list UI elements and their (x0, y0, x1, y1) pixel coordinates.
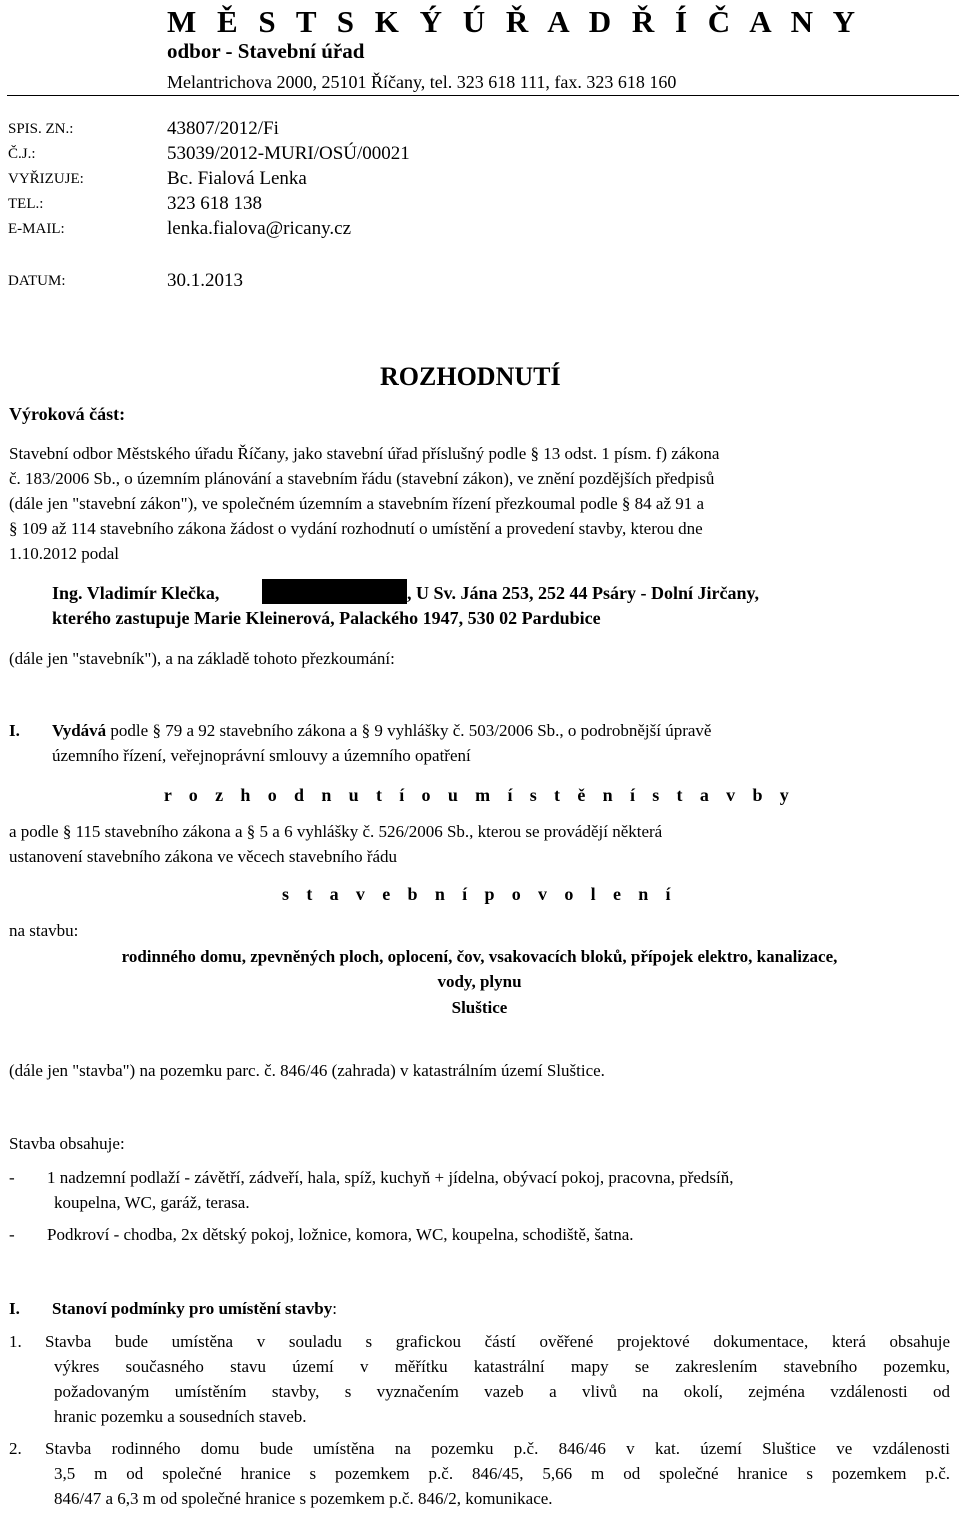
vyrizuje-label: VYŘIZUJE: (8, 171, 84, 187)
tel-label: TEL.: (8, 196, 44, 212)
condition-1-line-1: Stavba bude umístěna v souladu s grafickou částí ověřené projektové dokumentace, která obsahuje (45, 1332, 950, 1351)
section-issue-text (52, 718, 711, 743)
building-permit-heading: s t a v e b n í p o v o l e n í (282, 884, 677, 904)
placement-decision-heading: r o z h o d n u t í o u m í s t ě n í s t a v b y (163, 785, 796, 805)
intro-line-5: 1.10.2012 podal (9, 544, 120, 563)
condition-1-line-3: požadovaným umístěním stavby, s vyznačením vazeb a vlivů na okolí, zejména vzdálenosti od (54, 1382, 950, 1401)
intro-line-4: § 109 až 114 stavebního zákona žádost o vydání rozhodnutí o umístění a provedení stavby, kterou dne (9, 519, 703, 538)
condition-2-number: 2. (9, 1439, 22, 1458)
datum-value: 30.1.2013 (167, 270, 243, 291)
building-line-1: rodinného domu, zpevněných ploch, oplocení, čov, vsakovacích bloků, přípojek elektro, kanalizace, (121, 947, 838, 966)
intro-line-1: Stavební odbor Městského úřadu Říčany, jako stavební úřad příslušný podle § 13 odst. 1 písm. f) zákona (9, 444, 720, 463)
section-issue-rest: podle § 79 a 92 stavebního zákona a § 9 vyhlášky č. 503/2006 Sb., o podrobnější úpravě (106, 721, 712, 740)
section-issue-verb: Vydává (52, 721, 107, 740)
condition-1-line-4: hranic pozemku a sousedních staveb. (54, 1407, 307, 1426)
after-review-text: (dále jen "stavebník"), a na základě tohoto přezkoumání: (9, 649, 395, 668)
conditions-heading: Stanoví podmínky pro umístění stavby (52, 1299, 333, 1318)
cj-label: Č.J.: (8, 146, 36, 162)
contents-item-2-dash: - (9, 1225, 15, 1244)
cj-value: 53039/2012-MURI/OSÚ/00021 (167, 143, 410, 164)
vyrizuje-value: Bc. Fialová Lenka (167, 168, 307, 189)
building-location: Sluštice (451, 998, 508, 1017)
condition-2-line-2: 3,5 m od společné hranice s pozemkem p.č. 846/45, 5,66 m od společné hranice s pozemkem p.č. (54, 1464, 950, 1483)
section-issue-line-2: územního řízení, veřejnoprávní smlouvy a územního opatření (52, 746, 471, 765)
permit-basis-line-2: ustanovení stavebního zákona ve věcech stavebního řádu (9, 847, 398, 866)
header-divider (7, 95, 959, 96)
applicant-name: Ing. Vladimír Klečka, (52, 583, 220, 603)
datum-label: DATUM: (8, 273, 66, 289)
applicant-address: , U Sv. Jána 253, 252 44 Psáry - Dolní Jirčany, (407, 583, 760, 603)
condition-1-number: 1. (9, 1332, 22, 1351)
tel-value: 323 618 138 (167, 193, 262, 214)
contents-item-1-line-2: koupelna, WC, garáž, terasa. (54, 1193, 250, 1212)
department-name: odbor - Stavební úřad (167, 39, 365, 63)
condition-1-line-2: výkres současného stavu území v měřítku katastrální mapy se zakreslením stavebního pozemku, (54, 1357, 950, 1376)
conditions-heading-row (52, 1296, 337, 1321)
email-label: E-MAIL: (8, 221, 65, 237)
spis-zn-label: SPIS. ZN.: (8, 121, 74, 137)
email-value: lenka.fialova@ricany.cz (167, 218, 351, 239)
intro-line-3: (dále jen "stavební zákon"), ve společném územním a stavebním řízení přezkoumal podle § 84 až 91 a (9, 494, 705, 513)
contents-item-2-line-1: Podkroví - chodba, 2x dětský pokoj, ložnice, komora, WC, koupelna, schodiště, šatna. (47, 1225, 634, 1244)
redacted-block (262, 579, 407, 604)
conditions-numeral: I. (9, 1299, 20, 1318)
contents-label: Stavba obsahuje: (9, 1134, 125, 1153)
building-line-2: vody, plynu (437, 972, 522, 991)
office-address: Melantrichova 2000, 25101 Říčany, tel. 323 618 111, fax. 323 618 160 (167, 72, 677, 92)
permit-basis-line-1: a podle § 115 stavebního zákona a § 5 a 6 vyhlášky č. 526/2006 Sb., kterou se provádějí některá (9, 822, 663, 841)
parcel-note: (dále jen "stavba") na pozemku parc. č. 846/46 (zahrada) v katastrálním území Sluštice. (9, 1061, 605, 1080)
decision-title: ROZHODNUTÍ (380, 362, 561, 391)
condition-2-line-3: 846/47 a 6,3 m od společné hranice s pozemkem p.č. 846/2, komunikace. (54, 1489, 553, 1508)
conditions-heading-colon: : (332, 1299, 337, 1318)
condition-2-line-1: Stavba rodinného domu bude umístěna na pozemku p.č. 846/46 v kat. území Sluštice ve vzdálenosti (45, 1439, 950, 1458)
section-issue-numeral: I. (9, 721, 20, 740)
contents-item-1-line-1: 1 nadzemní podlaží - závětří, zádveří, hala, spíž, kuchyň + jídelna, obývací pokoj, pracovna, předsíň, (47, 1168, 734, 1187)
intro-line-2: č. 183/2006 Sb., o územním plánování a stavebním řádu (stavební zákon), ve znění pozdějších předpisů (9, 469, 715, 488)
contents-item-1-dash: - (9, 1168, 15, 1187)
spis-zn-value: 43807/2012/Fi (167, 118, 279, 139)
applicant-representative: kterého zastupuje Marie Kleinerová, Palackého 1947, 530 02 Pardubice (52, 608, 601, 628)
building-label: na stavbu: (9, 921, 79, 940)
office-name: M Ě S T S K Ý Ú Ř A D Ř Í Č A N Y (167, 4, 862, 39)
verdict-part-label: Výroková část: (9, 404, 126, 424)
